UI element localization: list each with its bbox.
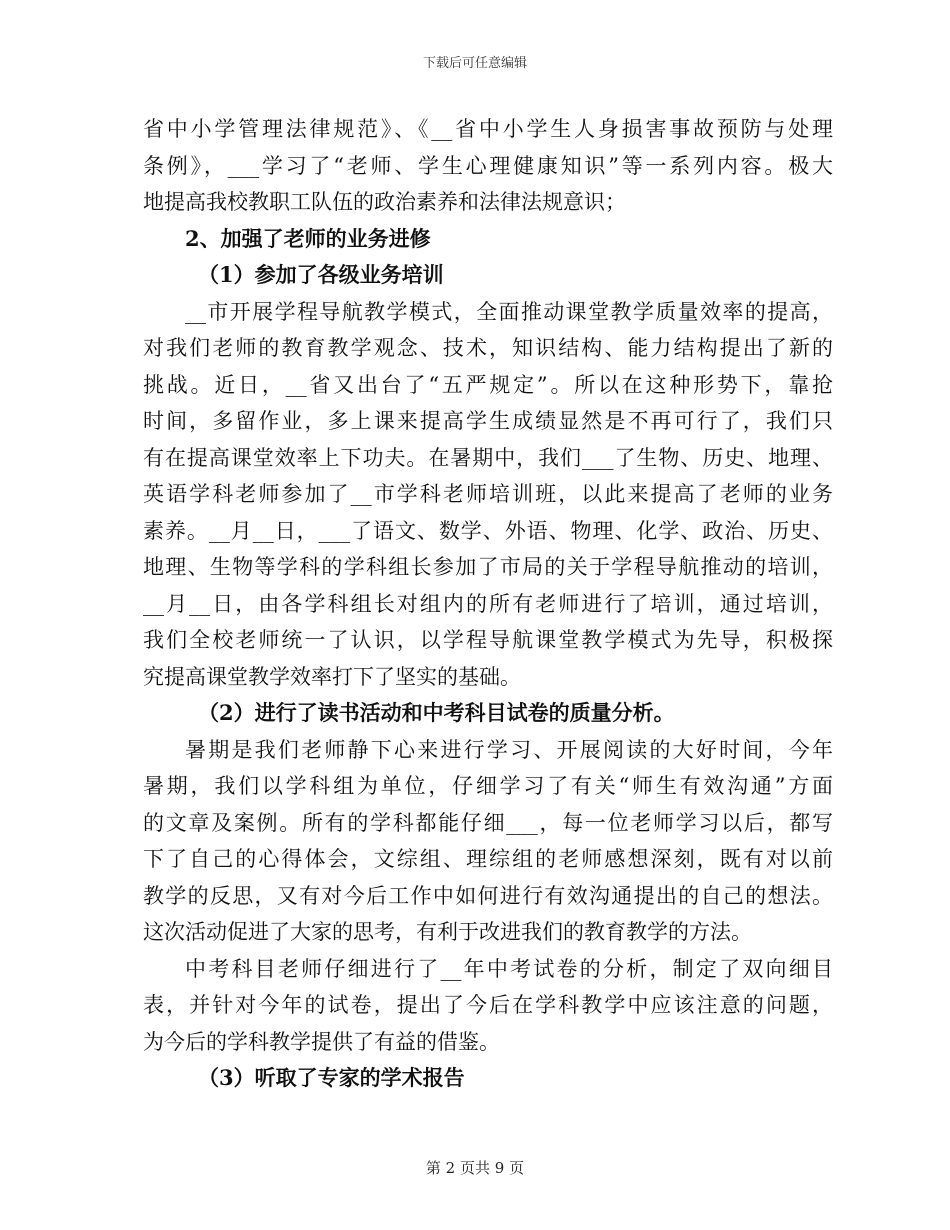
section-heading: （3）听取了专家的学术报告 (198, 1065, 465, 1090)
text-line: 教学的反思，又有对今后工作中如何进行有效沟通提出的自己的想法。 (143, 883, 833, 908)
page-footer: 第 2 页共 9 页 (425, 1159, 525, 1177)
text-line: 素养。__月__日，___了语文、数学、外语、物理、化学、政治、历史、 (143, 518, 833, 543)
section-heading: （2）进行了读书活动和中考科目试卷的质量分析。 (198, 700, 675, 725)
text-line: 我们全校老师统一了认识，以学程导航课堂教学模式为先导，积极探 (143, 628, 833, 652)
text-line: 条例》，___学习了“老师、学生心理健康知识”等一系列内容。极大 (143, 153, 833, 178)
text-line: 下了自己的心得体会，文综组、理综组的老师感想深刻，既有对以前 (143, 847, 833, 871)
text-line: 有在提高课堂效率上下功夫。在暑期中，我们___了生物、历史、地理、 (143, 445, 833, 470)
text-line: 暑期是我们老师静下心来进行学习、开展阅读的大好时间，今年 (185, 737, 833, 762)
text-line: 中考科目老师仔细进行了__年中考试卷的分析，制定了双向细目 (185, 956, 833, 981)
text-line: 英语学科老师参加了__市学科老师培训班，以此来提高了老师的业务 (143, 482, 833, 506)
section-heading: 2、加强了老师的业务进修 (185, 225, 431, 251)
text-line: 究提高课堂教学效率打下了坚实的基础。 (143, 664, 521, 689)
text-line: 表，并针对今年的试卷，提出了今后在学科教学中应该注意的问题， (143, 993, 833, 1017)
text-line: __市开展学程导航教学模式，全面推动课堂教学质量效率的提高， (185, 299, 833, 324)
text-line: 的文章及案例。所有的学科都能仔细___，每一位老师学习以后，都写 (143, 810, 833, 835)
text-line: 挑战。近日，__省又出台了“五严规定”。所以在这种形势下，靠抢 (143, 372, 833, 397)
section-heading: （1）参加了各级业务培训 (198, 262, 444, 287)
text-line: 地理、生物等学科的学科组长参加了市局的关于学程导航推动的培训， (143, 555, 833, 579)
text-line: 对我们老师的教育教学观念、技术，知识结构、能力结构提出了新的 (143, 336, 833, 360)
text-line: __月__日，由各学科组长对组内的所有老师进行了培训，通过培训， (143, 591, 833, 616)
text-line: 暑期，我们以学科组为单位，仔细学习了有关“师生有效沟通”方面 (143, 774, 833, 798)
text-line: 地提高我校教职工队伍的政治素养和法律法规意识； (143, 190, 626, 214)
text-line: 时间，多留作业，多上课来提高学生成绩显然是不再可行了，我们只 (143, 409, 833, 433)
text-line: 这次活动促进了大家的思考，有利于改进我们的教育教学的方法。 (143, 920, 752, 944)
text-line: 为今后的学科教学提供了有益的借鉴。 (143, 1029, 500, 1054)
text-line: 省中小学管理法律规范》、《__省中小学生人身损害事故预防与处理 (143, 117, 833, 141)
document-body (143, 111, 833, 1097)
page-header: 下载后可任意编辑 (422, 56, 527, 71)
